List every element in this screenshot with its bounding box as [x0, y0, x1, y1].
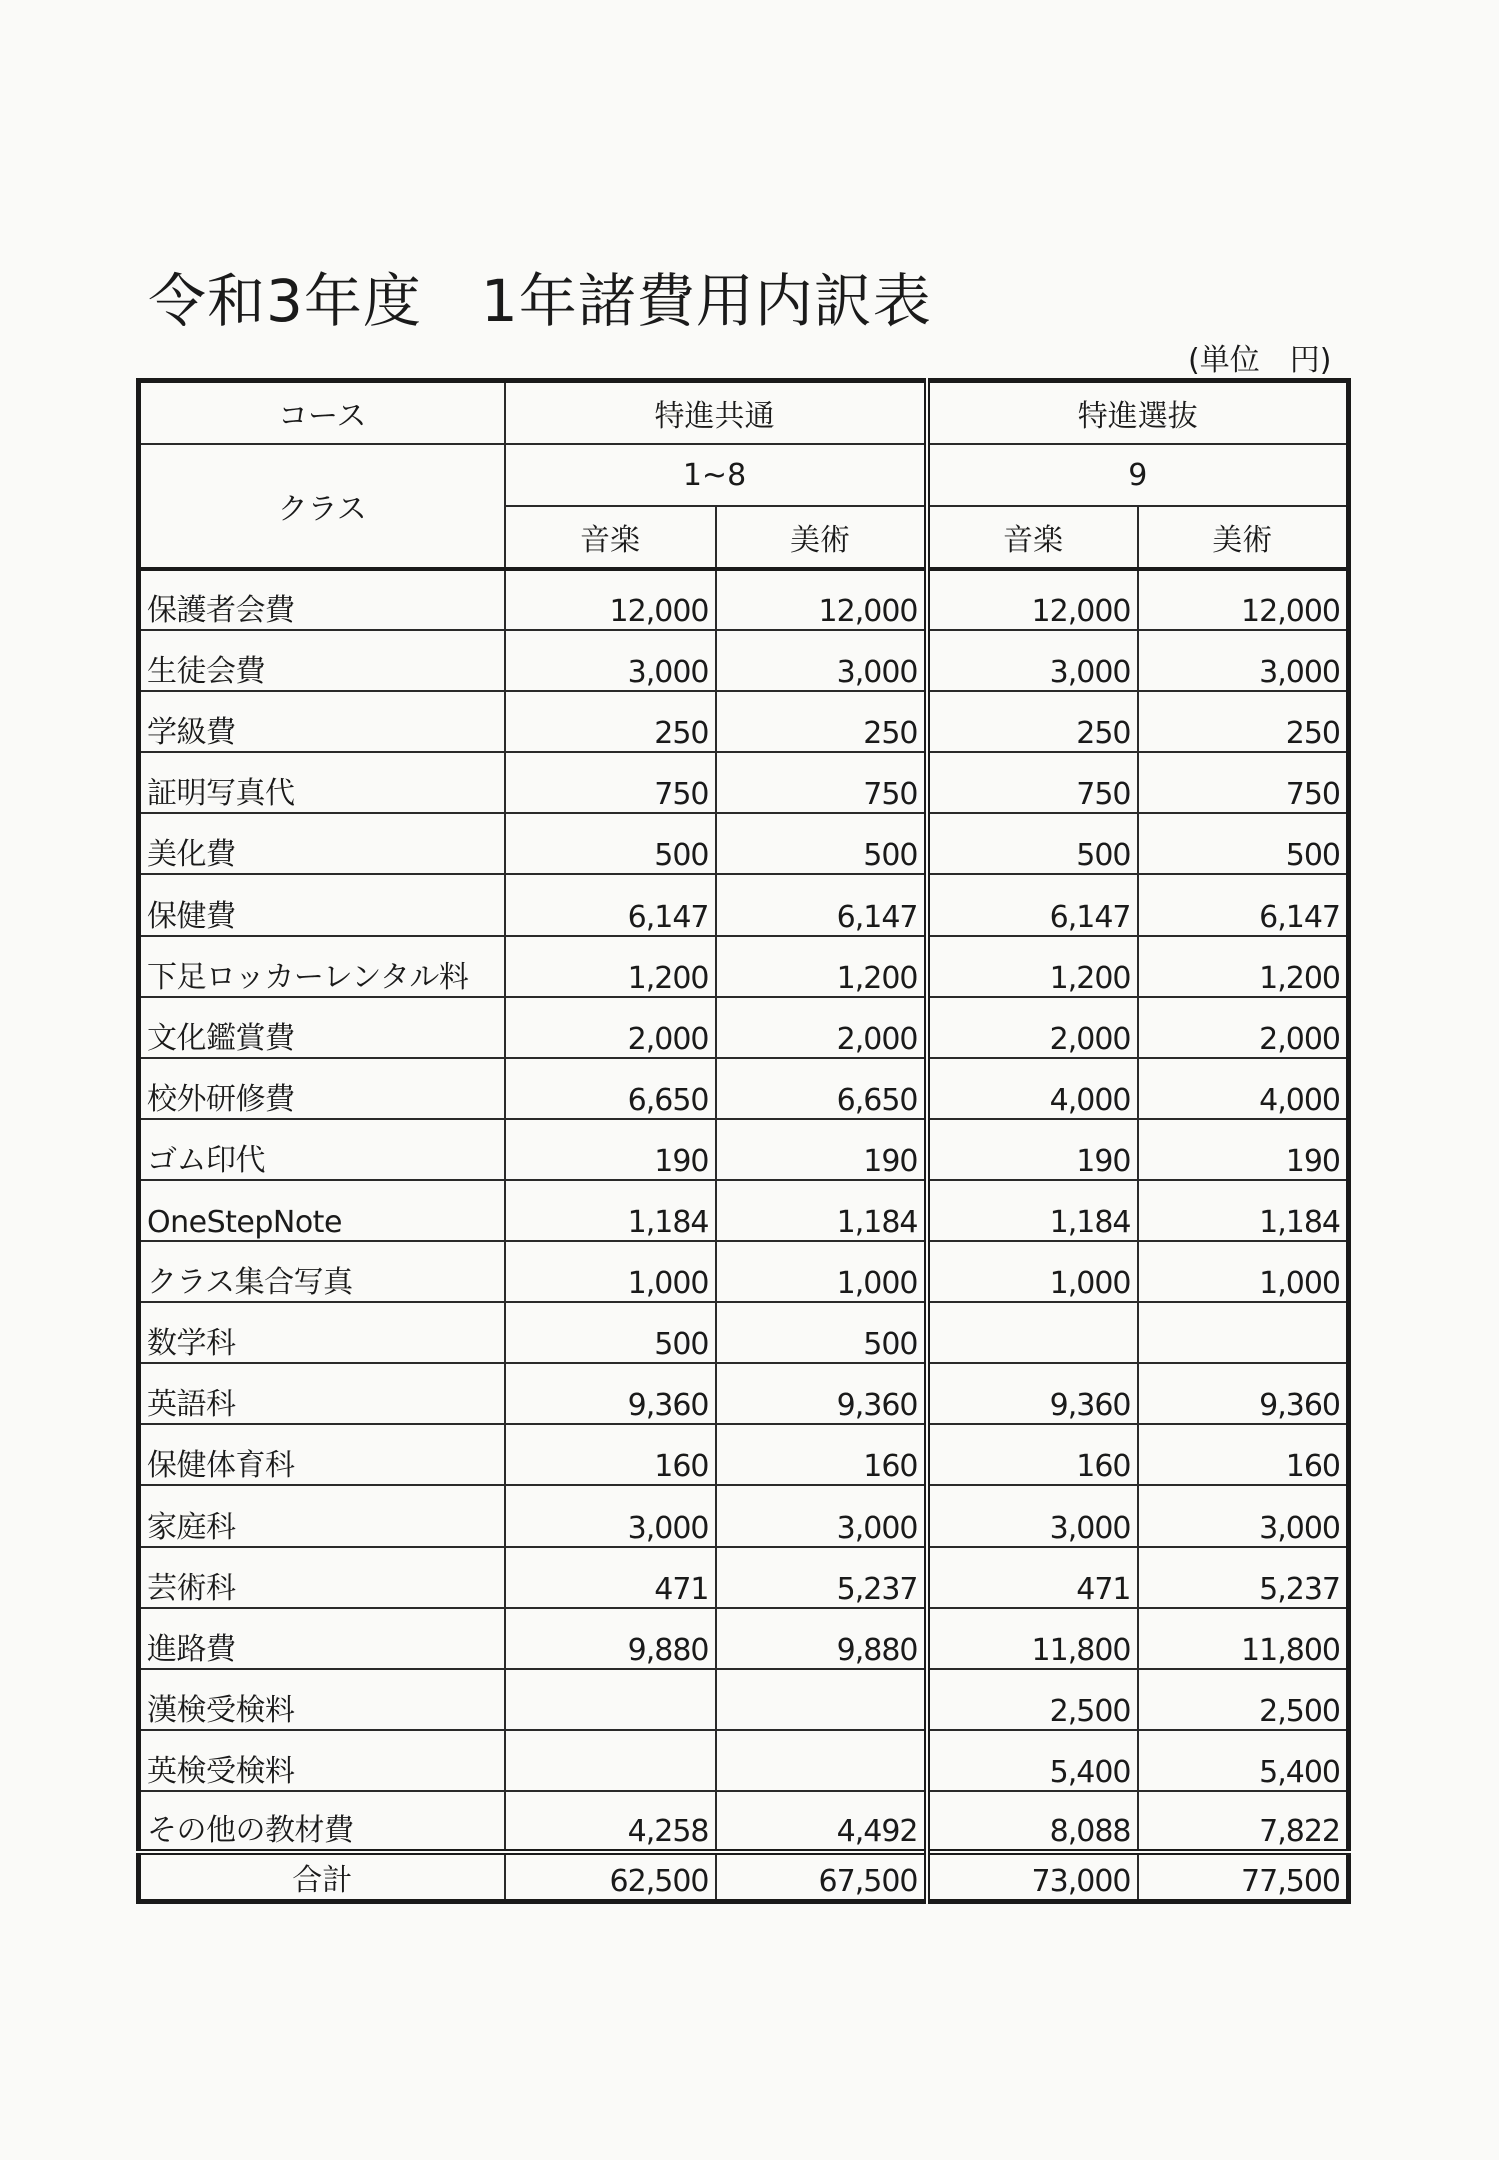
amount-cell: 471 [927, 1547, 1138, 1608]
amount-cell: 9,360 [1138, 1363, 1349, 1424]
amount-cell: 1,000 [1138, 1241, 1349, 1302]
amount-cell: 9,360 [505, 1363, 716, 1424]
amount-cell: 5,237 [716, 1547, 927, 1608]
course-group-header: 特進選抜 [927, 381, 1349, 445]
item-label: クラス集合写真 [139, 1241, 505, 1302]
amount-cell: 11,800 [1138, 1608, 1349, 1669]
item-label: 保健費 [139, 874, 505, 935]
table-row [139, 1608, 1349, 1669]
amount-cell: 6,147 [1138, 874, 1349, 935]
item-label: 数学科 [139, 1302, 505, 1363]
amount-cell: 5,237 [1138, 1547, 1349, 1608]
amount-cell: 3,000 [716, 630, 927, 691]
amount-cell: 750 [927, 752, 1138, 813]
amount-cell: 4,000 [1138, 1058, 1349, 1119]
item-label: 下足ロッカーレンタル料 [139, 936, 505, 997]
amount-cell: 9,360 [716, 1363, 927, 1424]
table-row [139, 936, 1349, 997]
amount-cell: 5,400 [1138, 1730, 1349, 1791]
table-row [139, 691, 1349, 752]
amount-cell: 6,650 [716, 1058, 927, 1119]
course-header: コース [139, 381, 505, 445]
table-row [139, 813, 1349, 874]
table-row [139, 1119, 1349, 1180]
total-value: 67,500 [716, 1852, 927, 1902]
subject-header: 美術 [716, 506, 927, 569]
class-header: クラス [139, 444, 505, 569]
amount-cell [505, 1669, 716, 1730]
amount-cell: 2,500 [927, 1669, 1138, 1730]
table-row [139, 1424, 1349, 1485]
amount-cell: 160 [716, 1424, 927, 1485]
item-label: 保健体育科 [139, 1424, 505, 1485]
table-row [139, 1730, 1349, 1791]
amount-cell: 1,184 [927, 1180, 1138, 1241]
amount-cell: 190 [1138, 1119, 1349, 1180]
amount-cell: 500 [716, 1302, 927, 1363]
amount-cell: 3,000 [505, 1485, 716, 1546]
amount-cell: 250 [1138, 691, 1349, 752]
amount-cell: 250 [927, 691, 1138, 752]
amount-cell: 12,000 [927, 569, 1138, 630]
amount-cell [927, 1302, 1138, 1363]
amount-cell: 190 [716, 1119, 927, 1180]
amount-cell: 3,000 [1138, 1485, 1349, 1546]
amount-cell: 9,360 [927, 1363, 1138, 1424]
amount-cell: 1,200 [1138, 936, 1349, 997]
amount-cell: 500 [505, 813, 716, 874]
amount-cell: 250 [716, 691, 927, 752]
amount-cell: 9,880 [716, 1608, 927, 1669]
total-value: 62,500 [505, 1852, 716, 1902]
amount-cell: 9,880 [505, 1608, 716, 1669]
amount-cell: 6,650 [505, 1058, 716, 1119]
amount-cell: 160 [1138, 1424, 1349, 1485]
amount-cell: 160 [927, 1424, 1138, 1485]
item-label: 保護者会費 [139, 569, 505, 630]
subject-header: 美術 [1138, 506, 1349, 569]
amount-cell: 500 [1138, 813, 1349, 874]
amount-cell: 6,147 [716, 874, 927, 935]
page-title: 令和3年度 1年諸費用内訳表 [148, 267, 932, 335]
amount-cell: 750 [1138, 752, 1349, 813]
table-row [139, 1058, 1349, 1119]
subject-header: 音楽 [927, 506, 1138, 569]
table-row [139, 997, 1349, 1058]
table-row [139, 1547, 1349, 1608]
amount-cell: 1,184 [716, 1180, 927, 1241]
amount-cell: 2,000 [716, 997, 927, 1058]
amount-cell: 3,000 [716, 1485, 927, 1546]
amount-cell: 4,492 [716, 1791, 927, 1852]
cost-breakdown-table [136, 378, 1351, 1904]
amount-cell [716, 1730, 927, 1791]
amount-cell: 6,147 [505, 874, 716, 935]
amount-cell: 8,088 [927, 1791, 1138, 1852]
amount-cell: 6,147 [927, 874, 1138, 935]
amount-cell: 471 [505, 1547, 716, 1608]
amount-cell: 190 [505, 1119, 716, 1180]
table-row [139, 1302, 1349, 1363]
amount-cell: 4,258 [505, 1791, 716, 1852]
amount-cell: 190 [927, 1119, 1138, 1180]
total-label: 合計 [139, 1852, 505, 1902]
class-range-header: 9 [927, 444, 1349, 506]
item-label: 家庭科 [139, 1485, 505, 1546]
amount-cell: 750 [505, 752, 716, 813]
amount-cell: 1,000 [716, 1241, 927, 1302]
amount-cell: 7,822 [1138, 1791, 1349, 1852]
amount-cell: 3,000 [1138, 630, 1349, 691]
item-label: 校外研修費 [139, 1058, 505, 1119]
subject-header: 音楽 [505, 506, 716, 569]
total-row [139, 1852, 1349, 1902]
amount-cell: 3,000 [927, 1485, 1138, 1546]
amount-cell: 500 [716, 813, 927, 874]
amount-cell: 2,000 [505, 997, 716, 1058]
amount-cell: 250 [505, 691, 716, 752]
amount-cell: 1,200 [716, 936, 927, 997]
table-row [139, 1791, 1349, 1852]
table-row [139, 874, 1349, 935]
amount-cell: 2,000 [927, 997, 1138, 1058]
amount-cell: 12,000 [716, 569, 927, 630]
table-row [139, 752, 1349, 813]
amount-cell: 12,000 [1138, 569, 1349, 630]
amount-cell: 11,800 [927, 1608, 1138, 1669]
amount-cell: 1,184 [505, 1180, 716, 1241]
item-label: 学級費 [139, 691, 505, 752]
table-row [139, 1669, 1349, 1730]
item-label: 進路費 [139, 1608, 505, 1669]
item-label: 文化鑑賞費 [139, 997, 505, 1058]
amount-cell: 4,000 [927, 1058, 1138, 1119]
table-row [139, 569, 1349, 630]
amount-cell: 3,000 [505, 630, 716, 691]
item-label: 美化費 [139, 813, 505, 874]
item-label: その他の教材費 [139, 1791, 505, 1852]
amount-cell: 500 [505, 1302, 716, 1363]
item-label: OneStepNote [139, 1180, 505, 1241]
item-label: ゴム印代 [139, 1119, 505, 1180]
amount-cell: 5,400 [927, 1730, 1138, 1791]
table-row [139, 630, 1349, 691]
amount-cell [505, 1730, 716, 1791]
course-group-header: 特進共通 [505, 381, 927, 445]
amount-cell: 750 [716, 752, 927, 813]
item-label: 生徒会費 [139, 630, 505, 691]
amount-cell: 1,200 [505, 936, 716, 997]
table-row [139, 1363, 1349, 1424]
amount-cell: 2,500 [1138, 1669, 1349, 1730]
amount-cell: 160 [505, 1424, 716, 1485]
amount-cell: 3,000 [927, 630, 1138, 691]
amount-cell: 1,000 [505, 1241, 716, 1302]
amount-cell: 500 [927, 813, 1138, 874]
class-range-header: 1~8 [505, 444, 927, 506]
table-row [139, 1485, 1349, 1546]
amount-cell: 12,000 [505, 569, 716, 630]
total-value: 77,500 [1138, 1852, 1349, 1902]
amount-cell: 1,200 [927, 936, 1138, 997]
item-label: 英検受検料 [139, 1730, 505, 1791]
amount-cell: 1,184 [1138, 1180, 1349, 1241]
item-label: 英語科 [139, 1363, 505, 1424]
amount-cell: 1,000 [927, 1241, 1138, 1302]
amount-cell [716, 1669, 927, 1730]
item-label: 証明写真代 [139, 752, 505, 813]
item-label: 芸術科 [139, 1547, 505, 1608]
item-label: 漢検受検料 [139, 1669, 505, 1730]
amount-cell [1138, 1302, 1349, 1363]
amount-cell: 2,000 [1138, 997, 1349, 1058]
total-value: 73,000 [927, 1852, 1138, 1902]
table-row [139, 1241, 1349, 1302]
table-row [139, 1180, 1349, 1241]
unit-note: (単位 円) [1188, 343, 1332, 378]
